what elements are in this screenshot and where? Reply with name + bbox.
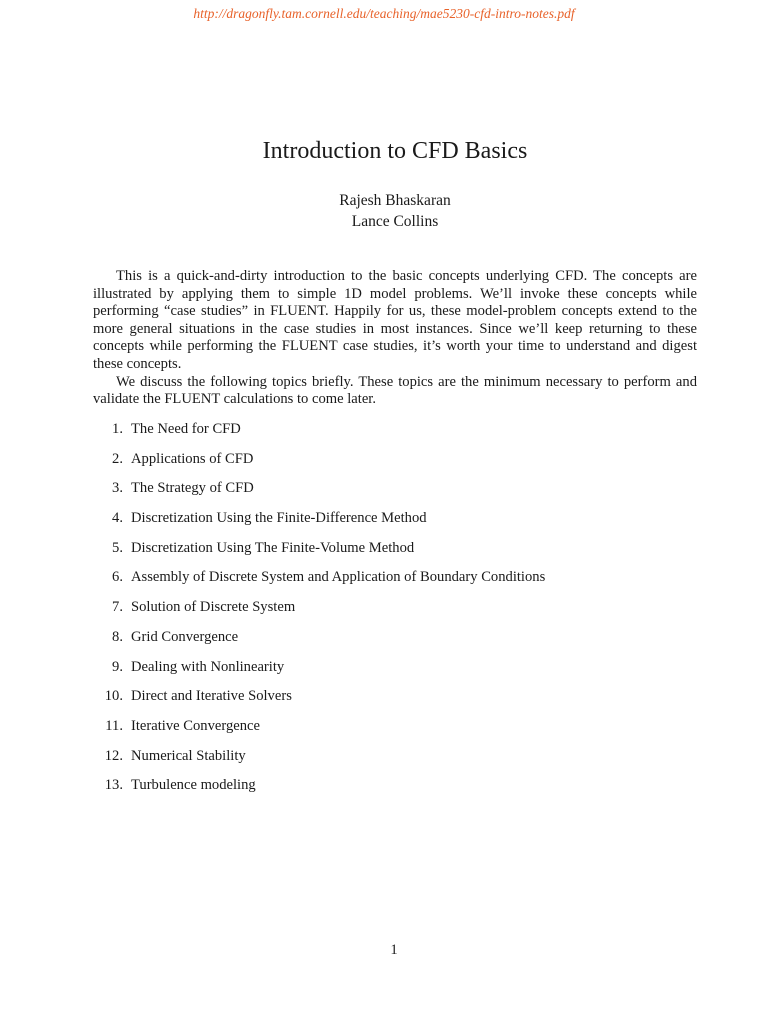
list-item: [93, 628, 697, 658]
list-item: [93, 539, 697, 569]
list-item-text: Discretization Using The Finite-Volume Method: [131, 539, 415, 556]
list-item: [93, 450, 697, 480]
topics-intro-paragraph: We discuss the following topics briefly. These topics are the minimum necessary to perform and validate the FLUENT calculations to come later.: [93, 373, 697, 408]
list-item: [93, 687, 697, 717]
list-item-text: Assembly of Discrete System and Application of Boundary Conditions: [131, 569, 546, 586]
list-item-number: 10.: [104, 688, 123, 705]
list-item-text: Grid Convergence: [131, 628, 239, 645]
list-item-text: The Strategy of CFD: [131, 480, 254, 497]
document-title: Introduction to CFD Basics: [262, 138, 528, 164]
list-item: [93, 598, 697, 628]
list-item: [93, 658, 697, 688]
list-item-number: 4.: [112, 510, 123, 527]
list-item-text: Numerical Stability: [131, 747, 246, 764]
list-item-text: Turbulence modeling: [131, 777, 256, 794]
topic-list: [93, 420, 697, 806]
page-number: 1: [390, 942, 398, 958]
list-item-text: The Need for CFD: [131, 421, 241, 437]
list-item: [93, 747, 697, 777]
author-name: Rajesh Bhaskaran: [339, 192, 451, 209]
list-item-number: 11.: [105, 717, 123, 734]
list-item: [93, 717, 697, 747]
list-item: [93, 568, 697, 598]
list-item-text: Iterative Convergence: [131, 717, 260, 734]
author-name: Lance Collins: [351, 213, 439, 230]
source-url-link[interactable]: http://dragonfly.tam.cornell.edu/teaching/mae5230-cfd-intro-notes.pdf: [193, 6, 575, 21]
list-item-number: 12.: [104, 747, 123, 764]
list-item-text: Applications of CFD: [131, 450, 254, 467]
list-item: [93, 420, 697, 450]
list-item-number: 13.: [104, 777, 123, 794]
list-item-number: 9.: [112, 658, 123, 675]
list-item: [93, 509, 697, 539]
list-item-text: Dealing with Nonlinearity: [131, 658, 285, 675]
list-item-number: 1.: [112, 421, 123, 437]
list-item: [93, 776, 697, 806]
list-item-text: Direct and Iterative Solvers: [131, 688, 292, 705]
intro-text: [93, 268, 697, 409]
list-item-number: 3.: [112, 480, 123, 497]
list-item-number: 5.: [112, 539, 123, 556]
list-item-number: 8.: [112, 628, 123, 645]
list-item-text: Solution of Discrete System: [131, 599, 296, 616]
list-item-number: 7.: [112, 599, 123, 616]
list-item-number: 6.: [112, 569, 123, 586]
list-item-text: Discretization Using the Finite-Difference Method: [131, 510, 427, 527]
list-item: [93, 479, 697, 509]
author-list: [0, 190, 768, 232]
intro-paragraph: This is a quick-and-dirty introduction to the basic concepts underlying CFD. The concepts are illustrated by applying them to simple 1D model problems. We’ll invoke these concepts while performing “case studies” in FLUENT. Happily for us, these model-problem concepts extend to the more general situations in the case studies in most instances. Since we’ll keep returning to these concepts while performing the FLUENT case studies, it’s worth your time to understand and digest these concepts.: [93, 268, 697, 372]
list-item-number: 2.: [112, 450, 123, 467]
